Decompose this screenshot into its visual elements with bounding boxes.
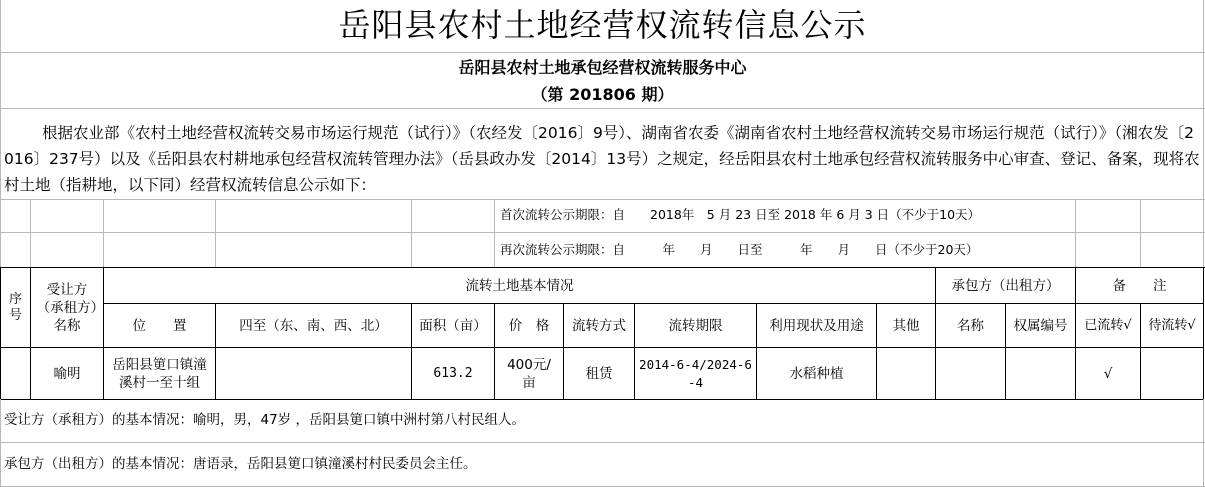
header-contractor: 承包方（出租方） (951, 277, 1060, 294)
row-seq (1, 348, 30, 399)
contractor-info: 承包方（出租方）的基本情况：唐语录，岳阳县筻口镇潼溪村村民委员会主任。 (4, 456, 477, 472)
header-seq (1, 268, 30, 347)
header-method: 流转方式 (572, 317, 626, 334)
row-method: 租赁 (585, 365, 613, 382)
header-price: 价 格 (508, 317, 550, 334)
row-term-text: 2014-6-4/2024-6-4 (639, 356, 752, 390)
header-transferee (31, 268, 103, 347)
header-land-basic: 流转土地基本情况 (465, 277, 574, 294)
row-price-text: 400元/亩 (507, 356, 551, 391)
row-location (104, 348, 215, 399)
row-term (635, 348, 756, 399)
header-name: 名称 (957, 317, 984, 334)
intro-paragraph (4, 120, 1200, 198)
row-boundaries (216, 348, 411, 399)
header-seq-label: 序号 (8, 291, 22, 323)
header-transferred: 已流转√ (1084, 317, 1132, 333)
row-usage: 水稻种植 (789, 365, 844, 382)
center-name: 岳阳县农村土地承包经营权流转服务中心 (458, 58, 747, 77)
row-transferred: √ (1103, 365, 1113, 382)
second-period: 再次流转公示期限：自 年 月 日至 年 月 日（不少于20天） (500, 242, 979, 257)
header-transferee-label: 受让方（承租方）名称 (36, 281, 98, 334)
page-title: 岳阳县农村土地经营权流转信息公示 (338, 6, 867, 44)
row-transferee: 喻明 (53, 365, 81, 382)
header-term: 流转期限 (668, 317, 723, 334)
issue-number: （第 201806 期） (531, 85, 674, 104)
header-remarks: 备 注 (1112, 277, 1167, 294)
first-period: 首次流转公示期限：自 2018年 5 月 23 日至 2018 年 6 月 3 日（不少于10天） (500, 207, 981, 222)
header-boundaries: 四至（东、南、西、北） (239, 317, 388, 334)
header-usage: 利用现状及用途 (769, 317, 864, 334)
header-pending: 待流转√ (1148, 317, 1196, 333)
row-area: 613.2 (433, 365, 473, 381)
row-other (877, 348, 935, 399)
row-pending (1141, 348, 1203, 399)
row-name (936, 348, 1005, 399)
transferee-info: 受让方（承租方）的基本情况：喻明，男，47岁 ，岳阳县筻口镇中洲村第八村民组人。 (4, 412, 525, 428)
header-ownership-no: 权属编号 (1013, 317, 1068, 334)
header-other: 其他 (892, 317, 920, 334)
row-location-text: 岳阳县筻口镇潼溪村一至十组 (112, 356, 207, 391)
header-location: 位 置 (132, 317, 187, 334)
intro-text: 根据农业部《农村土地经营权流转交易市场运行规范（试行）》（农经发〔2016〕9号）、湖南省农委《湖南省农村土地经营权流转交易市场运行规范（试行）》（湘农发〔2016〕237号）以及《岳阳县农村耕地承包经营权流转管理办法》（岳县政办发〔2014〕13号）之规定，经岳阳县农村土地承包经营权流转服务中心审查、登记、备案，现将农村土地（指耕地，以下同）经营权流转信息公示如下： (4, 124, 1200, 194)
header-area: 面积（亩） (419, 317, 487, 334)
row-price (495, 348, 563, 399)
row-ownership-no (1006, 348, 1075, 399)
